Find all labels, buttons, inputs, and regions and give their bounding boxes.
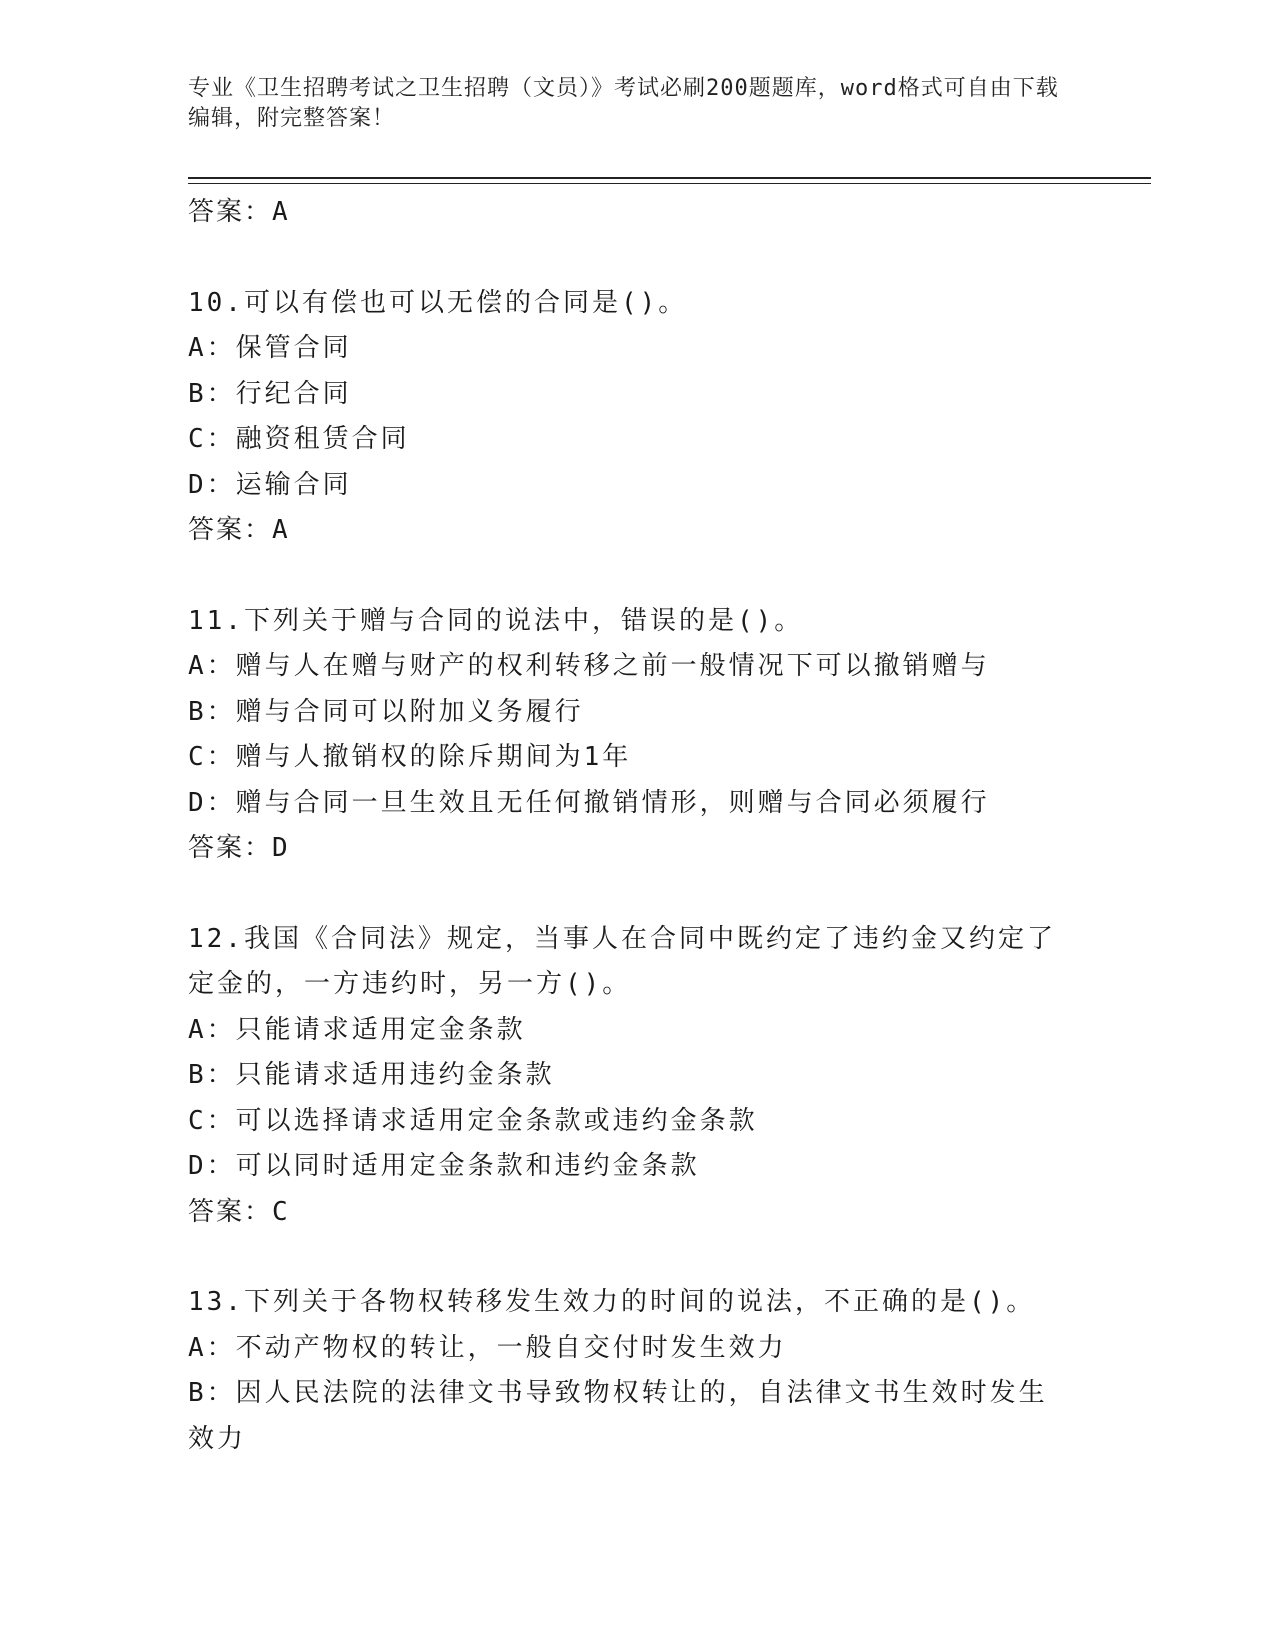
page-header: 专业《卫生招聘考试之卫生招聘（文员）》考试必刷200题题库，word格式可自由下载编辑，附完整答案！ xyxy=(188,76,1059,131)
question-stem: 13.下列关于各物权转移发生效力的时间的说法，不正确的是()。 xyxy=(188,1287,1036,1317)
header-divider-thick xyxy=(188,177,1151,179)
option-c: C：可以选择请求适用定金条款或违约金条款 xyxy=(188,1105,758,1136)
answer-label: 答案：A xyxy=(188,197,290,227)
option-b: B：只能请求适用违约金条款 xyxy=(188,1060,555,1090)
question-item xyxy=(188,1280,1088,1462)
option-c: C：赠与人撤销权的除斥期间为1年 xyxy=(188,742,632,772)
answer-label: 答案：C xyxy=(188,1196,290,1227)
option-b: B：行纪合同 xyxy=(188,378,352,409)
question-item xyxy=(188,917,1088,1236)
option-b: B：赠与合同可以附加义务履行 xyxy=(188,696,584,727)
option-a: A：不动产物权的转让，一般自交付时发生效力 xyxy=(188,1332,787,1363)
option-d: D：运输合同 xyxy=(188,469,352,500)
question-list xyxy=(188,190,1088,1462)
question-item xyxy=(188,281,1088,554)
option-d: D：可以同时适用定金条款和违约金条款 xyxy=(188,1151,700,1181)
option-a: A：赠与人在赠与财产的权利转移之前一般情况下可以撤销赠与 xyxy=(188,651,990,681)
option-c: C：融资租赁合同 xyxy=(188,424,410,454)
option-a: A：保管合同 xyxy=(188,333,352,363)
question-item xyxy=(188,599,1088,872)
option-b: B：因人民法院的法律文书导致物权转让的，自法律文书生效时发生效力 xyxy=(188,1378,1048,1454)
question-stem: 12.我国《合同法》规定，当事人在合同中既约定了违约金又约定了定金的，一方违约时，另一方()。 xyxy=(188,923,1056,999)
option-a: A：只能请求适用定金条款 xyxy=(188,1014,526,1045)
answer-label: 答案：D xyxy=(188,833,290,863)
question-stem: 11.下列关于赠与合同的说法中，错误的是()。 xyxy=(188,605,804,636)
header-divider-thin xyxy=(188,183,1151,184)
answer-label: 答案：A xyxy=(188,515,290,545)
question-stem: 10.可以有偿也可以无偿的合同是()。 xyxy=(188,287,688,318)
option-d: D：赠与合同一旦生效且无任何撤销情形，则赠与合同必须履行 xyxy=(188,787,990,818)
